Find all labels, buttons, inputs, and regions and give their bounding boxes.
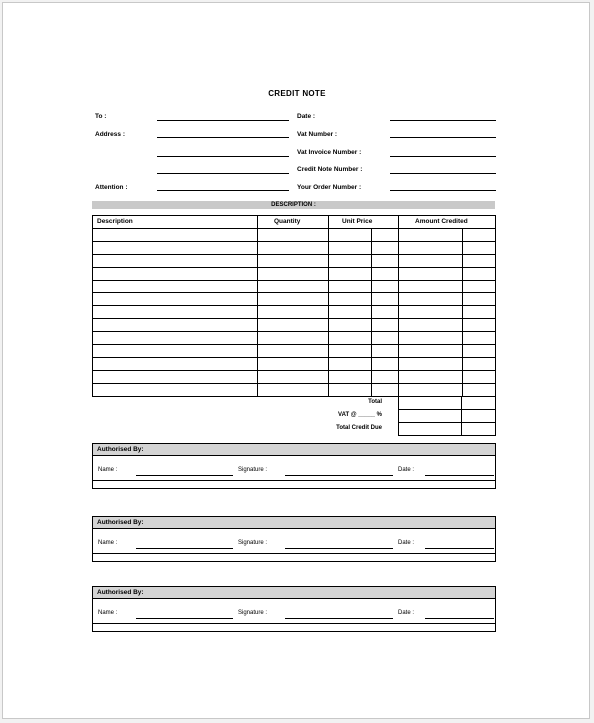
date-label: Date :	[398, 467, 415, 473]
total-credit-due-label: Total Credit Due	[336, 425, 382, 431]
your-order-number-field[interactable]	[390, 190, 496, 191]
date-label: Date :	[297, 113, 316, 120]
name-field[interactable]	[136, 548, 233, 549]
vat-number-label: Vat Number :	[297, 131, 338, 138]
date-label: Date :	[398, 540, 415, 546]
signature-label: Signature :	[238, 467, 268, 473]
block-divider	[93, 480, 495, 481]
vat-label: VAT @ _____ %	[338, 412, 382, 418]
attention-label: Attention :	[95, 184, 128, 191]
authorised-block-1	[92, 443, 496, 489]
totals-grid[interactable]	[398, 396, 496, 437]
document-title: CREDIT NOTE	[268, 89, 326, 98]
column-header-amount-credited: Amount Credited	[415, 218, 468, 225]
authorised-block-3	[92, 586, 496, 632]
items-table[interactable]	[92, 215, 496, 397]
address-field-line-3[interactable]	[157, 173, 289, 174]
date-label: Date :	[398, 610, 415, 616]
attention-field[interactable]	[157, 190, 289, 191]
signature-label: Signature :	[238, 540, 268, 546]
name-label: Name :	[98, 467, 118, 473]
column-header-description: Description	[97, 218, 133, 225]
to-label: To :	[95, 113, 107, 120]
authorised-block-2	[92, 516, 496, 562]
name-label: Name :	[98, 540, 118, 546]
authorised-by-header: Authorised By:	[93, 444, 495, 456]
credit-note-number-field[interactable]	[390, 173, 496, 174]
vat-invoice-number-field[interactable]	[390, 156, 496, 157]
name-field[interactable]	[136, 618, 233, 619]
address-label: Address :	[95, 131, 125, 138]
column-header-quantity: Quantity	[274, 218, 301, 225]
block-divider	[93, 623, 495, 624]
vat-invoice-number-label: Vat Invoice Number :	[297, 149, 362, 156]
to-field[interactable]	[157, 120, 289, 121]
signature-field[interactable]	[285, 548, 393, 549]
signature-field[interactable]	[285, 475, 393, 476]
vat-number-field[interactable]	[390, 137, 496, 138]
address-field-line-2[interactable]	[157, 156, 289, 157]
your-order-number-label: Your Order Number :	[297, 184, 362, 191]
total-label: Total	[368, 399, 382, 405]
date-field[interactable]	[425, 475, 494, 476]
description-header-bar: DESCRIPTION :	[92, 201, 495, 209]
date-field[interactable]	[425, 618, 494, 619]
authorised-by-header: Authorised By:	[93, 517, 495, 529]
signature-label: Signature :	[238, 610, 268, 616]
column-header-unit-price: Unit Price	[342, 218, 373, 225]
name-field[interactable]	[136, 475, 233, 476]
authorised-by-header: Authorised By:	[93, 587, 495, 599]
block-divider	[93, 553, 495, 554]
credit-note-number-label: Credit Note Number :	[297, 166, 363, 173]
address-field-line-1[interactable]	[157, 137, 289, 138]
name-label: Name :	[98, 610, 118, 616]
date-field[interactable]	[390, 120, 496, 121]
date-field[interactable]	[425, 548, 494, 549]
signature-field[interactable]	[285, 618, 393, 619]
